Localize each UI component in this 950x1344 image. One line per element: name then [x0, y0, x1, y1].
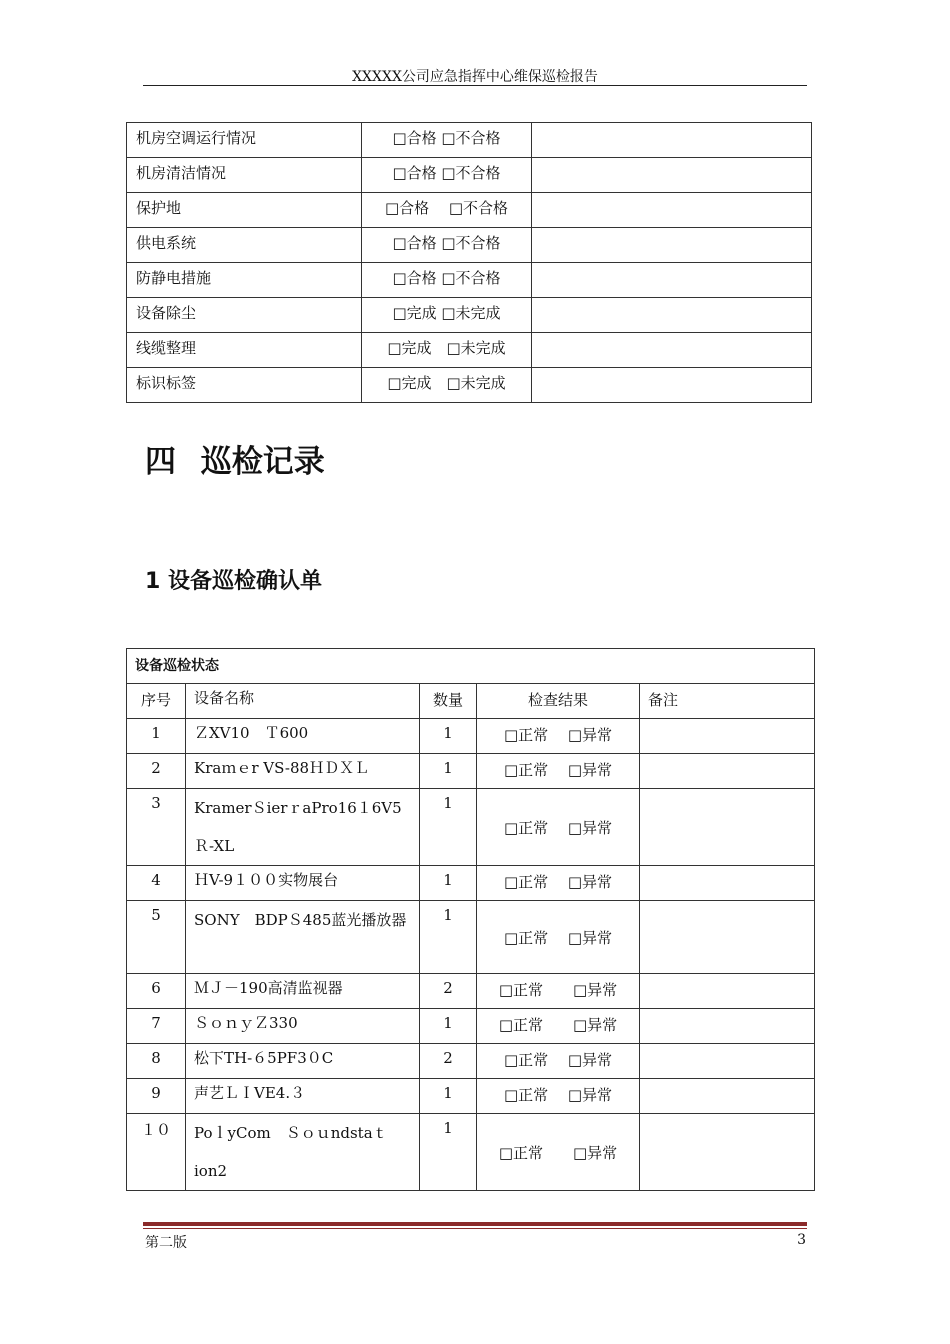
check-note — [532, 193, 812, 228]
row-device-name: Kraｍｅr VS-88ＨＤＸＬ — [186, 754, 420, 789]
check-options[interactable]: □合格 □不合格 — [362, 158, 532, 193]
table-row — [127, 974, 815, 1009]
row-no: １０ — [127, 1114, 186, 1191]
row-result-options[interactable]: □正常 □异常 — [477, 1114, 640, 1191]
row-remark — [640, 754, 815, 789]
check-note — [532, 123, 812, 158]
table-row — [127, 719, 815, 754]
table-row — [127, 333, 812, 368]
inspection-checklist-table — [126, 122, 812, 403]
table-row — [127, 1009, 815, 1044]
row-device-name: 声艺ＬＩVE4.３ — [186, 1079, 420, 1114]
table-row — [127, 901, 815, 974]
row-device-name: 松下TH-６5PF3０C — [186, 1044, 420, 1079]
device-inspection-table — [126, 648, 815, 1191]
table-row — [127, 1044, 815, 1079]
table-row — [127, 228, 812, 263]
check-options[interactable]: □合格 □不合格 — [362, 193, 532, 228]
row-remark — [640, 1079, 815, 1114]
table-row — [127, 158, 812, 193]
row-remark — [640, 789, 815, 866]
row-remark — [640, 1114, 815, 1191]
row-no: 3 — [127, 789, 186, 866]
row-result-options[interactable]: □正常 □异常 — [477, 789, 640, 866]
row-device-name: ＳｏｎｙＺ330 — [186, 1009, 420, 1044]
check-options[interactable]: □完成 □未完成 — [362, 333, 532, 368]
row-result-options[interactable]: □正常 □异常 — [477, 866, 640, 901]
check-note — [532, 263, 812, 298]
table-row — [127, 866, 815, 901]
table-caption-row — [127, 649, 815, 684]
row-qty: 1 — [420, 1009, 477, 1044]
check-item: 线缆整理 — [127, 333, 362, 368]
check-note — [532, 158, 812, 193]
row-remark — [640, 1009, 815, 1044]
check-note — [532, 228, 812, 263]
row-no: 9 — [127, 1079, 186, 1114]
row-no: 5 — [127, 901, 186, 974]
check-options[interactable]: □合格 □不合格 — [362, 228, 532, 263]
row-device-name: PoｌyCom Ｓｏｕndstaｔion2 — [186, 1114, 420, 1191]
row-device-name: SONY BDPＳ485蓝光播放器 — [186, 901, 420, 974]
table-row — [127, 1114, 815, 1191]
row-qty: 2 — [420, 974, 477, 1009]
check-item: 设备除尘 — [127, 298, 362, 333]
page-header-title: XXXXX公司应急指挥中心维保巡检报告 — [352, 69, 598, 85]
row-qty: 1 — [420, 754, 477, 789]
check-item: 防静电措施 — [127, 263, 362, 298]
row-qty: 1 — [420, 866, 477, 901]
check-note — [532, 333, 812, 368]
row-qty: 1 — [420, 719, 477, 754]
row-no: 8 — [127, 1044, 186, 1079]
footer-rule — [143, 1222, 807, 1226]
header-qty: 数量 — [420, 684, 477, 719]
table-row — [127, 754, 815, 789]
row-remark — [640, 719, 815, 754]
check-options[interactable]: □完成 □未完成 — [362, 298, 532, 333]
check-item: 标识标签 — [127, 368, 362, 403]
row-result-options[interactable]: □正常 □异常 — [477, 901, 640, 974]
row-qty: 1 — [420, 901, 477, 974]
table-caption: 设备巡检状态 — [127, 649, 815, 684]
table-row — [127, 368, 812, 403]
table-row — [127, 193, 812, 228]
check-note — [532, 298, 812, 333]
row-no: 7 — [127, 1009, 186, 1044]
row-result-options[interactable]: □正常 □异常 — [477, 754, 640, 789]
row-result-options[interactable]: □正常 □异常 — [477, 719, 640, 754]
row-result-options[interactable]: □正常 □异常 — [477, 1009, 640, 1044]
row-device-name: ＭＪ－190高清监视器 — [186, 974, 420, 1009]
table-row — [127, 789, 815, 866]
row-result-options[interactable]: □正常 □异常 — [477, 1044, 640, 1079]
row-result-options[interactable]: □正常 □异常 — [477, 974, 640, 1009]
table-header-row — [127, 684, 815, 719]
header-rule — [143, 85, 807, 86]
check-item: 机房清洁情况 — [127, 158, 362, 193]
table-row — [127, 123, 812, 158]
check-item: 供电系统 — [127, 228, 362, 263]
check-item: 保护地 — [127, 193, 362, 228]
check-options[interactable]: □合格 □不合格 — [362, 123, 532, 158]
row-device-name: ＨV-9１００实物展台 — [186, 866, 420, 901]
row-qty: 1 — [420, 1114, 477, 1191]
footer-edition: 第二版 — [145, 1235, 187, 1251]
row-remark — [640, 974, 815, 1009]
row-device-name: KramerＳierｒaPro16１6V5Ｒ-XL — [186, 789, 420, 866]
check-item: 机房空调运行情况 — [127, 123, 362, 158]
row-no: 2 — [127, 754, 186, 789]
row-qty: 1 — [420, 789, 477, 866]
check-options[interactable]: □合格 □不合格 — [362, 263, 532, 298]
check-note — [532, 368, 812, 403]
check-options[interactable]: □完成 □未完成 — [362, 368, 532, 403]
row-no: 4 — [127, 866, 186, 901]
row-qty: 1 — [420, 1079, 477, 1114]
header-no: 序号 — [127, 684, 186, 719]
page-number: 3 — [797, 1232, 806, 1248]
row-qty: 2 — [420, 1044, 477, 1079]
header-name: 设备名称 — [186, 684, 420, 719]
section-title: 四 巡检记录 — [145, 444, 325, 480]
table-row — [127, 263, 812, 298]
row-remark — [640, 866, 815, 901]
subsection-title: 1 设备巡检确认单 — [145, 569, 322, 594]
table-row — [127, 1079, 815, 1114]
row-result-options[interactable]: □正常 □异常 — [477, 1079, 640, 1114]
row-device-name: ＺXV10 Ｔ600 — [186, 719, 420, 754]
row-remark — [640, 1044, 815, 1079]
row-no: 6 — [127, 974, 186, 1009]
row-no: 1 — [127, 719, 186, 754]
footer-rule-thin — [143, 1228, 807, 1229]
header-remark: 备注 — [640, 684, 815, 719]
row-remark — [640, 901, 815, 974]
header-result: 检查结果 — [477, 684, 640, 719]
table-row — [127, 298, 812, 333]
